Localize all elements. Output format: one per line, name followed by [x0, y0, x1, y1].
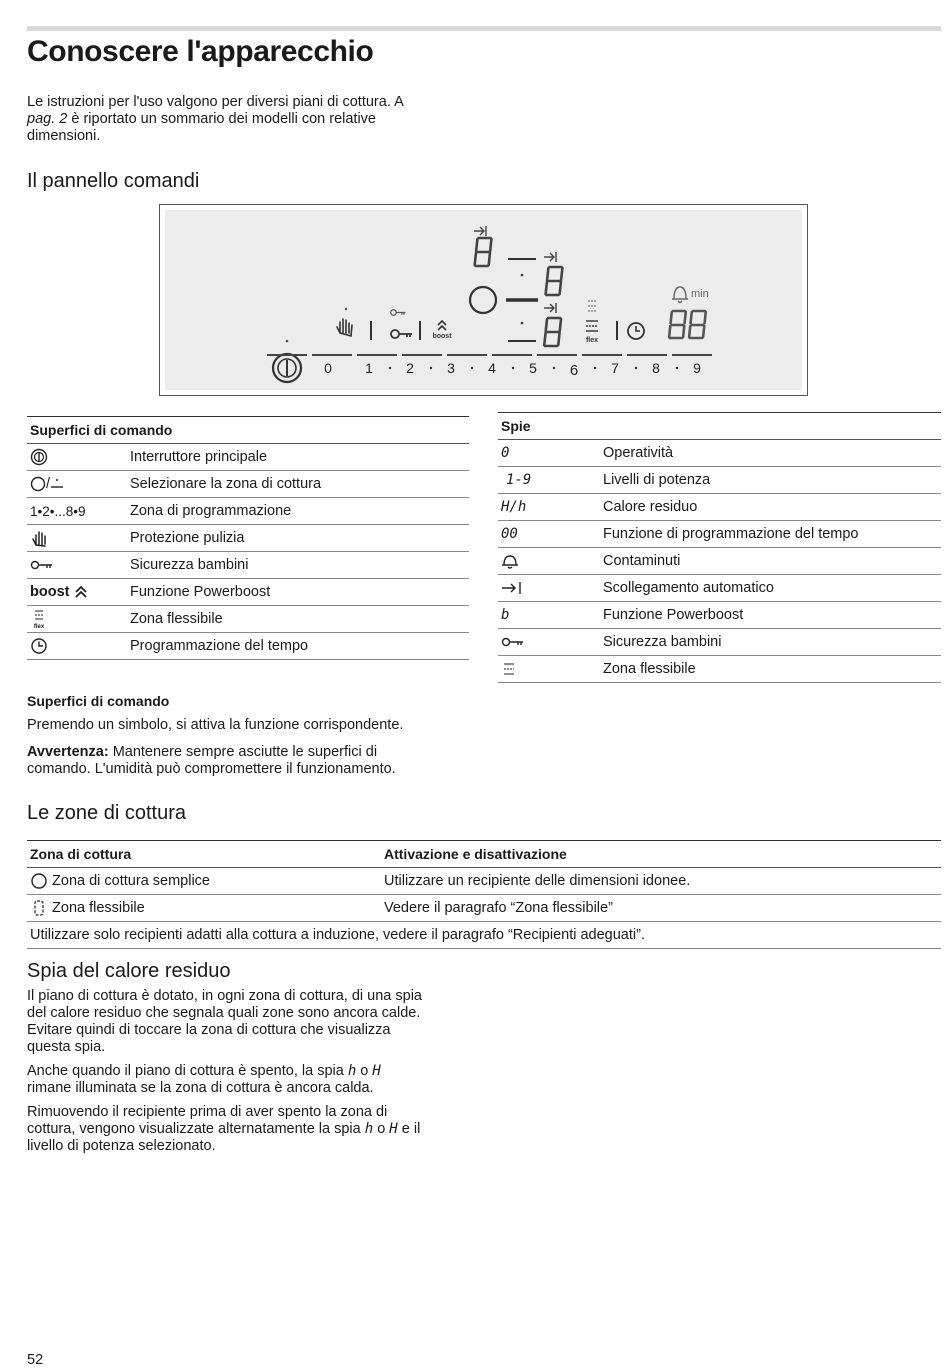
timer-display — [669, 311, 706, 338]
indicator-label: Operatività — [600, 440, 941, 467]
slider-7: 7 — [611, 360, 619, 376]
table-row — [27, 525, 469, 552]
table-row — [27, 579, 469, 606]
table-row — [27, 606, 469, 633]
zones-table — [27, 840, 941, 949]
table-row — [498, 521, 941, 548]
power-icon — [30, 448, 48, 466]
table-row — [27, 498, 469, 525]
indicator-label: Calore residuo — [600, 494, 941, 521]
slider-2: 2 — [406, 360, 414, 376]
warning-line-2: comando. L'umidità può compromettere il funzionamento. — [27, 761, 396, 777]
table-row — [27, 633, 469, 660]
power-icon — [273, 340, 301, 382]
table-row: Zona di cottura semplice Utilizzare un recipiente delle dimensioni idonee. — [27, 868, 941, 895]
controls-paragraph: Premendo un simbolo, si attiva la funzione corrispondente. — [27, 717, 404, 733]
key-icon[interactable] — [391, 310, 412, 338]
page-link[interactable]: pag. 2 — [27, 111, 68, 127]
table-row — [27, 444, 469, 471]
table-row — [498, 548, 941, 575]
svg-text:boost: boost — [432, 333, 452, 340]
boost-icon — [74, 585, 88, 599]
residual-heading: Spia del calore residuo — [27, 960, 231, 982]
indicator-symbol: 0 — [498, 440, 600, 467]
zone-select-icon — [30, 476, 46, 492]
key-icon — [501, 636, 525, 648]
clock-icon[interactable] — [628, 323, 644, 339]
control-label: Sicurezza bambini — [127, 552, 469, 579]
residual-line: Anche quando il piano di cottura è spento, la spia h o H — [27, 1063, 381, 1079]
indicator-symbol: 1-9 — [498, 467, 600, 494]
circle-zone-icon — [30, 872, 48, 890]
bar-icon — [50, 476, 64, 492]
intro-line-1: Le istruzioni per l'uso valgono per diversi piani di cottura. A — [27, 94, 404, 110]
hand-icon[interactable] — [337, 308, 352, 336]
control-label: Protezione pulizia — [127, 525, 469, 552]
power-level-displays — [475, 238, 563, 346]
hand-icon — [30, 529, 48, 547]
indicator-symbol: 00 — [498, 521, 600, 548]
indicator-symbol: H/h — [498, 494, 600, 521]
control-label: Funzione Powerboost — [127, 579, 469, 606]
boost-icon[interactable] — [432, 321, 452, 340]
zone-selector[interactable] — [470, 259, 538, 341]
svg-text:min: min — [691, 288, 709, 300]
slider-6: 6 — [569, 362, 579, 379]
table-row — [498, 656, 941, 683]
zones-col-zone: Zona di cottura — [27, 841, 381, 868]
control-symbol: 1•2•...8•9 — [27, 498, 127, 525]
controls-table — [27, 416, 469, 660]
residual-line: del calore residuo che segnala quali zone sono ancora calde. — [27, 1005, 421, 1021]
control-label: Selezionare la zona di cottura — [127, 471, 469, 498]
flex-icon — [30, 608, 50, 630]
indicators-table-header: Spie — [498, 413, 941, 440]
control-label: Zona flessibile — [127, 606, 469, 633]
indicator-label: Sicurezza bambini — [600, 629, 941, 656]
boost-symbol: boost — [30, 584, 70, 600]
residual-line: cottura, vengono visualizzate alternatamente la spia h o H e il — [27, 1121, 421, 1137]
table-row — [498, 575, 941, 602]
zones-footer: Utilizzare solo recipienti adatti alla cottura a induzione, vedere il paragrafo “Recipienti adeguati”. — [27, 922, 941, 949]
bell-icon — [501, 553, 519, 569]
control-label: Zona di programmazione — [127, 498, 469, 525]
residual-line: Evitare quindi di toccare la zona di cottura che visualizza — [27, 1022, 391, 1038]
indicator-symbol: b — [498, 602, 600, 629]
flex-zone-icon — [501, 661, 517, 677]
indicator-label: Zona flessibile — [600, 656, 941, 683]
flex-zone-icon — [30, 899, 48, 917]
slider-1: 1 — [365, 360, 373, 376]
residual-line: Il piano di cottura è dotato, in ogni zona di cottura, di una spia — [27, 988, 422, 1004]
key-icon — [30, 559, 54, 571]
table-row — [498, 494, 941, 521]
slider-4: 4 — [488, 360, 496, 376]
clock-icon — [30, 637, 48, 655]
top-rule — [27, 26, 941, 31]
zones-col-action: Attivazione e disattivazione — [381, 841, 941, 868]
auto-off-icon — [501, 581, 523, 595]
indicator-label: Funzione di programmazione del tempo — [600, 521, 941, 548]
slider-5: 5 — [529, 360, 537, 376]
zones-heading: Le zone di cottura — [27, 802, 186, 824]
indicator-label: Scollegamento automatico — [600, 575, 941, 602]
svg-text:flex: flex — [585, 337, 599, 344]
slider-numbers[interactable] — [324, 360, 701, 379]
indicator-label: Contaminuti — [600, 548, 941, 575]
intro-line-2: pag. 2 è riportato un sommario dei modelli con relative — [27, 111, 376, 127]
table-row: / Selezionare la zona di cottura — [27, 471, 469, 498]
bell-icon — [672, 287, 709, 303]
page-title: Conoscere l'apparecchio — [27, 35, 374, 68]
table-row: Zona flessibile Vedere il paragrafo “Zona flessibile” — [27, 895, 941, 922]
slider-0: 0 — [324, 360, 332, 376]
slider-9: 9 — [693, 360, 701, 376]
intro-line-3: dimensioni. — [27, 128, 101, 144]
control-label: Interruttore principale — [127, 444, 469, 471]
panel-heading: Il pannello comandi — [27, 170, 200, 192]
residual-line: questa spia. — [27, 1039, 106, 1055]
indicators-table — [498, 412, 941, 683]
table-row — [498, 602, 941, 629]
controls-table-header: Superfici di comando — [27, 417, 469, 444]
zone-action: Utilizzare un recipiente delle dimensioni idonee. — [381, 868, 941, 895]
slider-3: 3 — [447, 360, 455, 376]
table-row — [27, 552, 469, 579]
residual-line: Rimuovendo il recipiente prima di aver spento la zona di — [27, 1104, 388, 1120]
indicator-label: Funzione Powerboost — [600, 602, 941, 629]
flex-icon[interactable] — [586, 301, 598, 344]
table-row — [498, 440, 941, 467]
warning-line-1: Avvertenza: Mantenere sempre asciutte le superfici di — [27, 744, 378, 760]
residual-line: livello di potenza selezionato. — [27, 1138, 216, 1154]
zone-action: Vedere il paragrafo “Zona flessibile” — [381, 895, 941, 922]
table-row — [498, 629, 941, 656]
table-row — [27, 922, 941, 949]
controls-subheading: Superfici di comando — [27, 693, 170, 709]
slider-8: 8 — [652, 360, 660, 376]
indicator-label: Livelli di potenza — [600, 467, 941, 494]
table-row — [498, 467, 941, 494]
residual-line: rimane illuminata se la zona di cottura è ancora calda. — [27, 1080, 374, 1096]
svg-text:flex: flex — [33, 624, 45, 630]
control-panel-illustration — [159, 204, 808, 396]
control-label: Programmazione del tempo — [127, 633, 469, 660]
page-number: 52 — [27, 1352, 44, 1368]
